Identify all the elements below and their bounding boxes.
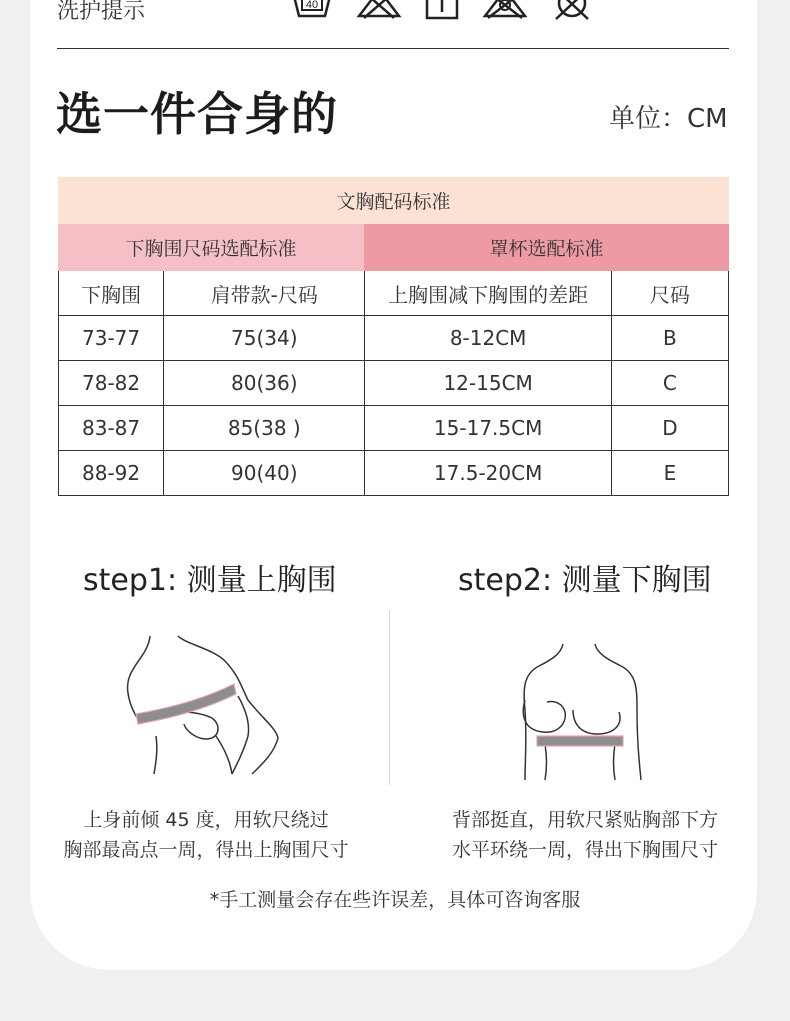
size-grid bbox=[58, 271, 729, 496]
table-group-header bbox=[58, 224, 729, 271]
step-divider bbox=[389, 610, 390, 785]
table-header-row bbox=[59, 271, 729, 316]
step2-desc-line1: 背部挺直，用软尺紧贴胸部下方 bbox=[451, 809, 718, 831]
column-header: 尺码 bbox=[611, 271, 728, 316]
divider bbox=[57, 48, 729, 49]
table-cell: C bbox=[611, 361, 728, 406]
table-cell: 8-12CM bbox=[365, 316, 611, 361]
column-header: 肩带款-尺码 bbox=[164, 271, 365, 316]
size-table bbox=[58, 177, 729, 496]
wash-temp: 40 bbox=[305, 0, 319, 11]
table-cell: 73-77 bbox=[59, 316, 164, 361]
table-row bbox=[59, 406, 729, 451]
care-label: 洗护提示 bbox=[57, 0, 146, 24]
table-cell: E bbox=[611, 451, 728, 496]
step1-illustration bbox=[120, 628, 290, 778]
step2-illustration bbox=[515, 640, 655, 780]
measurement-note: *手工测量会存在些许误差，具体可咨询客服 bbox=[209, 889, 581, 911]
table-cell: 12-15CM bbox=[365, 361, 611, 406]
page-title: 选一件合身的 bbox=[56, 87, 338, 141]
table-cell: 88-92 bbox=[59, 451, 164, 496]
table-cell: 90(40) bbox=[164, 451, 365, 496]
table-cell: D bbox=[611, 406, 728, 451]
table-cell: 17.5-20CM bbox=[365, 451, 611, 496]
step1-desc-line2: 胸部最高点一周，得出上胸围尺寸 bbox=[63, 839, 349, 861]
step1-description bbox=[56, 805, 356, 865]
column-header: 上胸围减下胸围的差距 bbox=[365, 271, 611, 316]
no-dry-clean-icon bbox=[550, 0, 594, 20]
table-cell: B bbox=[611, 316, 728, 361]
table-cell: 75(34) bbox=[164, 316, 365, 361]
table-cell: 80(36) bbox=[164, 361, 365, 406]
table-row bbox=[59, 361, 729, 406]
step2-description bbox=[444, 805, 726, 865]
no-tumble-dry-icon bbox=[480, 0, 530, 20]
no-bleach-icon bbox=[354, 0, 404, 20]
hang-dry-icon bbox=[424, 0, 460, 20]
wash-40-icon bbox=[290, 0, 334, 20]
step2-title: step2: 测量下胸围 bbox=[458, 563, 712, 598]
column-header: 下胸围 bbox=[59, 271, 164, 316]
table-cell: 78-82 bbox=[59, 361, 164, 406]
table-cell: 85(38 ) bbox=[164, 406, 365, 451]
table-cell: 15-17.5CM bbox=[365, 406, 611, 451]
table-cell: 83-87 bbox=[59, 406, 164, 451]
group-underbust: 下胸围尺码选配标准 bbox=[58, 224, 364, 271]
table-row bbox=[59, 451, 729, 496]
step1-title: step1: 测量上胸围 bbox=[83, 563, 337, 598]
unit-label: 单位：CM bbox=[609, 104, 728, 134]
step1-desc-line1: 上身前倾 45 度，用软尺绕过 bbox=[83, 809, 329, 831]
group-cup: 罩杯选配标准 bbox=[364, 224, 729, 271]
step2-desc-line2: 水平环绕一周，得出下胸围尺寸 bbox=[451, 839, 718, 861]
table-title: 文胸配码标准 bbox=[58, 177, 729, 224]
care-icons bbox=[290, 0, 594, 20]
table-row bbox=[59, 316, 729, 361]
